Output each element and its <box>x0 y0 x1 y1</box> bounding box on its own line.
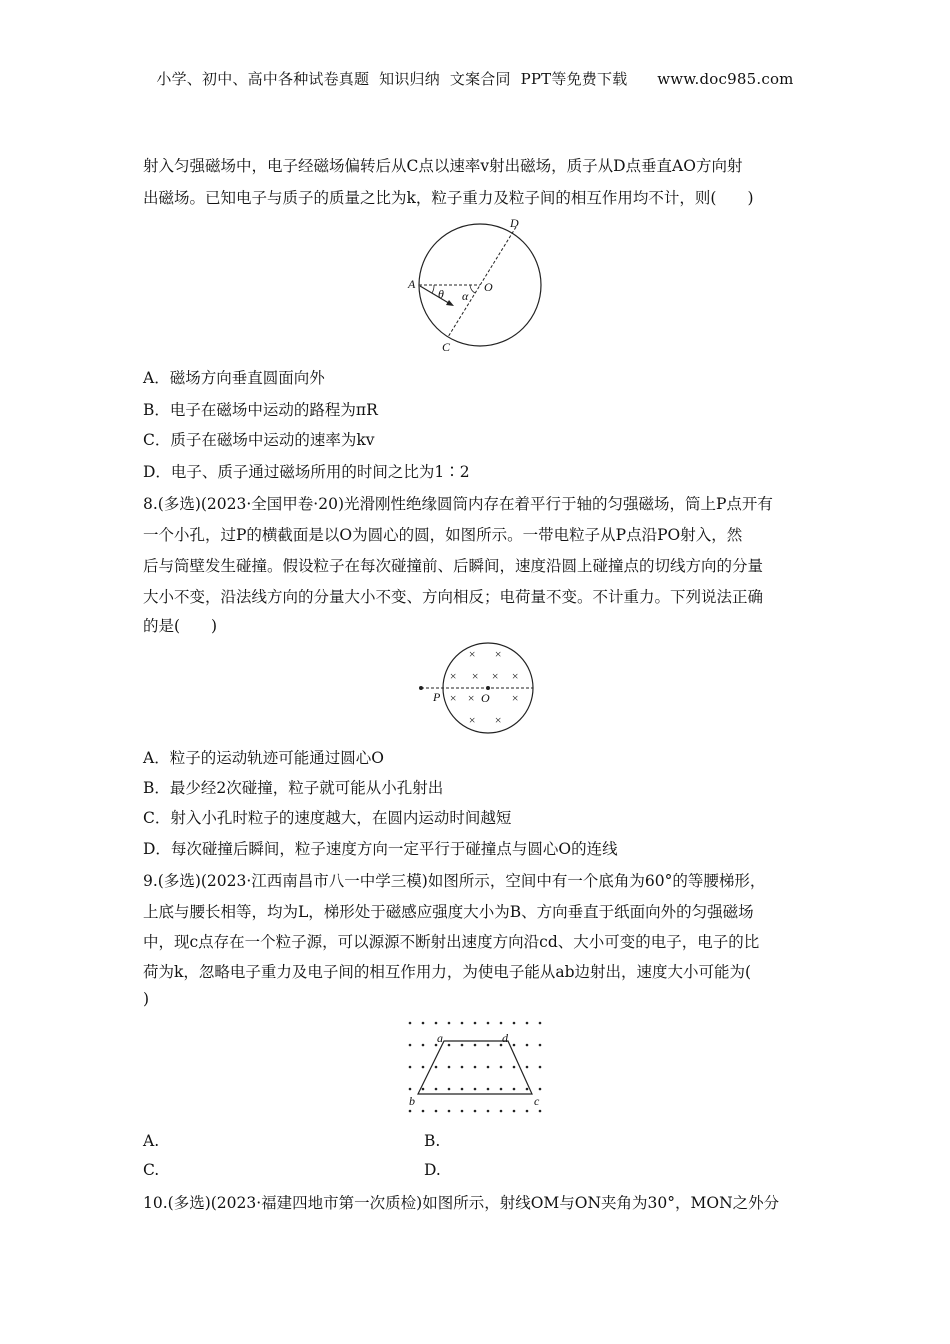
q9-field-dot <box>526 1044 529 1047</box>
q7-angle-alpha-arc <box>470 285 475 293</box>
q9-field-dot <box>539 1110 542 1113</box>
q9-field-dot <box>474 1022 477 1025</box>
q9-field-dot <box>500 1088 503 1091</box>
q9-field-dot <box>487 1066 490 1069</box>
q9-field-dot <box>435 1066 438 1069</box>
q7-label-O: O <box>484 280 493 294</box>
q8-field-mark: × <box>468 647 477 661</box>
q8-stem-line-2: 一个小孔，过P的横截面是以O为圆心的圆，如图所示。一带电粒子从P点沿PO射入，然 <box>143 526 743 544</box>
q9-field-dot <box>422 1110 425 1113</box>
q9-field-dot <box>448 1022 451 1025</box>
q8-field-mark: × <box>449 691 458 705</box>
q7-option-a: A．磁场方向垂直圆面向外 <box>143 369 325 387</box>
q9-field-dot <box>422 1044 425 1047</box>
q7-angle-theta-arc <box>432 285 434 293</box>
q7-option-b: B．电子在磁场中运动的路程为πR <box>143 401 378 419</box>
q9-field-dot <box>435 1088 438 1091</box>
q9-field-dot <box>461 1044 464 1047</box>
q9-field-dot <box>500 1110 503 1113</box>
q9-field-dot <box>461 1022 464 1025</box>
q10-stem-line-1: 10.(多选)(2023·福建四地市第一次质检)如图所示，射线OM与ON夹角为30°，MON之外分 <box>143 1194 780 1212</box>
page-header: 小学、初中、高中各种试卷真题 知识归纳 文案合同 PPT等免费下载 www.doc985.com <box>156 70 794 88</box>
q8-stem-line-1: 8.(多选)(2023·全国甲卷·20)光滑刚性绝缘圆筒内存在着平行于轴的匀强磁场，筒上P点开有 <box>143 495 773 513</box>
q9-field-dots <box>409 1022 542 1113</box>
q9-field-dot <box>500 1066 503 1069</box>
q9-field-dot <box>422 1088 425 1091</box>
q9-field-dot <box>513 1066 516 1069</box>
q9-field-dot <box>422 1022 425 1025</box>
q7-label-A: A <box>408 277 416 291</box>
q8-field-mark: × <box>449 669 458 683</box>
q9-field-dot <box>526 1022 529 1025</box>
q9-field-dot <box>461 1088 464 1091</box>
q9-field-dot <box>487 1044 490 1047</box>
q9-field-dot <box>513 1088 516 1091</box>
q9-field-dot <box>539 1088 542 1091</box>
q9-option-c: C. <box>143 1161 160 1179</box>
q7-label-alpha: α <box>462 289 469 303</box>
q8-stem-line-5: 的是( ) <box>143 617 218 635</box>
q8-label-P: P <box>433 690 441 704</box>
q7-label-C: C <box>442 340 451 354</box>
q9-stem-line-2: 上底与腰长相等，均为L，梯形处于磁感应强度大小为B、方向垂直于纸面向外的匀强磁场 <box>143 903 754 921</box>
q9-field-dot <box>422 1066 425 1069</box>
q8-start-dot <box>419 686 423 690</box>
q8-option-c: C．射入小孔时粒子的速度越大，在圆内运动时间越短 <box>143 809 512 827</box>
q9-label-c: c <box>534 1094 540 1108</box>
q7-arrow-head <box>446 300 454 306</box>
q7-option-c: C．质子在磁场中运动的速率为kv <box>143 431 375 449</box>
q8-cylinder-figure <box>415 640 545 735</box>
q9-stem-line-4: 荷为k，忽略电子重力及电子间的相互作用力，为使电子能从ab边射出，速度大小可能为( <box>143 963 752 981</box>
q9-stem-line-5: ) <box>143 990 150 1008</box>
q9-field-dot <box>526 1066 529 1069</box>
q8-option-b: B．最少经2次碰撞，粒子就可能从小孔射出 <box>143 779 444 797</box>
q9-field-dot <box>474 1110 477 1113</box>
q9-field-dot <box>435 1022 438 1025</box>
q8-label-O: O <box>481 691 490 705</box>
q9-label-b: b <box>409 1094 415 1108</box>
q8-field-mark: × <box>468 713 477 727</box>
q9-field-dot <box>487 1022 490 1025</box>
q8-stem-line-4: 大小不变，沿法线方向的分量大小不变、方向相反；电荷量不变。不计重力。下列说法正确 <box>143 588 764 606</box>
q9-field-dot <box>435 1110 438 1113</box>
q9-label-a: a <box>437 1031 443 1045</box>
q9-field-dot <box>539 1022 542 1025</box>
q9-stem-line-3: 中，现c点存在一个粒子源，可以源源不断射出速度方向沿cd、大小可变的电子，电子的比 <box>143 933 760 951</box>
q9-field-dot <box>461 1066 464 1069</box>
q8-field-marks <box>449 647 519 727</box>
q8-stem-line-3: 后与筒壁发生碰撞。假设粒子在每次碰撞前、后瞬间，速度沿圆上碰撞点的切线方向的分量 <box>143 557 764 575</box>
q7-velocity-arrow <box>420 286 452 305</box>
q8-field-mark: × <box>491 669 500 683</box>
q9-field-dot <box>409 1022 412 1025</box>
q9-field-dot <box>474 1044 477 1047</box>
q9-field-dot <box>526 1110 529 1113</box>
q9-field-dot <box>409 1088 412 1091</box>
q9-option-d: D. <box>424 1161 441 1179</box>
q9-field-dot <box>487 1110 490 1113</box>
q9-field-dot <box>539 1066 542 1069</box>
q8-field-mark: × <box>467 691 476 705</box>
q7-label-theta: θ <box>438 287 444 301</box>
q9-field-dot <box>448 1088 451 1091</box>
q9-field-dot <box>448 1044 451 1047</box>
q9-option-b: B. <box>424 1132 441 1150</box>
q9-field-dot <box>500 1022 503 1025</box>
q9-field-dot <box>474 1066 477 1069</box>
q8-field-mark: × <box>511 669 520 683</box>
q9-field-dot <box>461 1110 464 1113</box>
q7-line-DC <box>448 227 516 337</box>
q9-field-dot <box>513 1110 516 1113</box>
q9-option-a: A. <box>143 1132 160 1150</box>
q9-field-dot <box>448 1110 451 1113</box>
q9-field-dot <box>409 1066 412 1069</box>
q9-label-d: d <box>502 1031 508 1045</box>
q8-option-d: D．每次碰撞后瞬间，粒子速度方向一定平行于碰撞点与圆心O的连线 <box>143 840 618 858</box>
q7-intro-line-2: 出磁场。已知电子与质子的质量之比为k，粒子重力及粒子间的相互作用均不计，则( ) <box>143 189 754 207</box>
q9-field-dot <box>526 1088 529 1091</box>
q7-circle-figure <box>400 215 560 355</box>
q8-field-mark: × <box>494 713 503 727</box>
q8-center-dot <box>486 686 490 690</box>
q8-option-a: A．粒子的运动轨迹可能通过圆心O <box>143 749 384 767</box>
q7-option-d: D．电子、质子通过磁场所用的时间之比为1∶2 <box>143 463 470 481</box>
q9-field-dot <box>487 1088 490 1091</box>
q8-field-mark: × <box>494 647 503 661</box>
q9-field-dot <box>539 1044 542 1047</box>
q9-field-dot <box>409 1044 412 1047</box>
q9-trapezoid-figure <box>400 1015 560 1120</box>
q8-field-mark: × <box>471 669 480 683</box>
q9-field-dot <box>409 1110 412 1113</box>
q7-label-D: D <box>510 216 519 230</box>
q9-field-dot <box>448 1066 451 1069</box>
q9-field-dot <box>474 1088 477 1091</box>
q9-field-dot <box>513 1044 516 1047</box>
q9-field-dot <box>513 1022 516 1025</box>
q8-field-mark: × <box>511 691 520 705</box>
q7-intro-line-1: 射入匀强磁场中，电子经磁场偏转后从C点以速率v射出磁场，质子从D点垂直AO方向射 <box>143 157 743 175</box>
q9-stem-line-1: 9.(多选)(2023·江西南昌市八一中学三模)如图所示，空间中有一个底角为60°的等腰梯形， <box>143 872 766 890</box>
